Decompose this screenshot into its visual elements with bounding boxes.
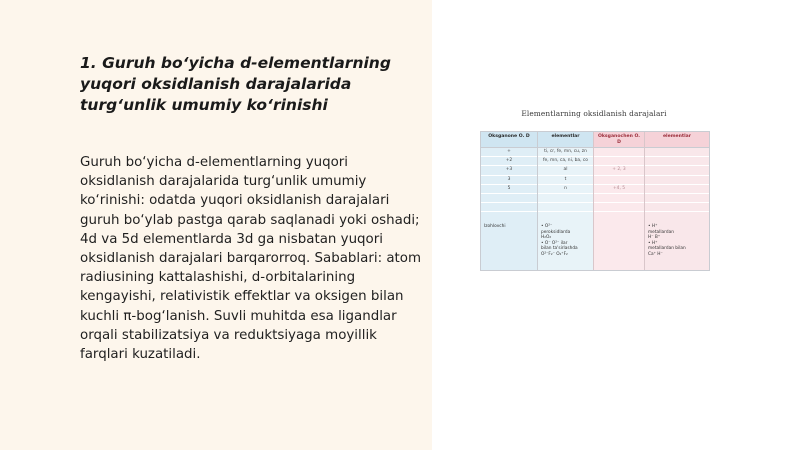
table-cell bbox=[594, 148, 644, 157]
table-cell: + 2, 3 bbox=[594, 166, 644, 175]
table-cell bbox=[594, 176, 644, 185]
table-column-1 bbox=[481, 132, 537, 270]
table-note: Izohlovchi bbox=[484, 224, 506, 229]
table-cell bbox=[645, 194, 709, 203]
note-line: H⁻ B⁺ bbox=[648, 235, 661, 241]
table-cell bbox=[481, 203, 537, 212]
table-column-4 bbox=[644, 132, 709, 270]
note-line: • O⁻ O²⁻ ilar bbox=[541, 240, 568, 246]
table-header: elementlar bbox=[538, 132, 593, 148]
note-line: metallardan bbox=[648, 229, 674, 235]
note-line: bilan ta'sirlashda bbox=[541, 246, 578, 252]
table-column-2 bbox=[537, 132, 593, 270]
table-header: elementlar bbox=[645, 132, 709, 148]
table-cell: n bbox=[538, 185, 593, 194]
table-header: Oksganochen O. D bbox=[594, 132, 644, 148]
figure-title: Elementlarning oksidlanish darajalari bbox=[521, 109, 667, 118]
note-line: O²⁻F₂⁻ O₂⁺F₂ bbox=[541, 251, 568, 257]
table-cell bbox=[481, 194, 537, 203]
note-line: • O²⁻ bbox=[541, 224, 553, 229]
table-cell: t bbox=[538, 176, 593, 185]
table-cell bbox=[645, 157, 709, 166]
note-line: • H⁺ bbox=[648, 224, 658, 229]
table-header: Oksganone O. D bbox=[481, 132, 537, 148]
table-cell bbox=[594, 203, 644, 212]
table-cell: al bbox=[538, 166, 593, 175]
slide-heading: 1. Guruh bo‘yicha d-elementlarning yuqori oksidlanish darajalarida turg‘unlik umumiy ko‘rinishi bbox=[80, 54, 391, 114]
table-cell bbox=[645, 166, 709, 175]
note-line: H₂O₂ bbox=[541, 235, 552, 241]
note-line: peroksidlarda bbox=[541, 229, 571, 235]
note-line: metallardan bilan bbox=[648, 246, 686, 252]
oxidation-table bbox=[480, 131, 710, 271]
table-cell bbox=[645, 148, 709, 157]
table-cell bbox=[538, 194, 593, 203]
table-note bbox=[648, 224, 707, 258]
table-cell bbox=[594, 157, 644, 166]
table-cell: +2 bbox=[481, 157, 537, 166]
slide-body-text: Guruh bo‘yicha d-elementlarning yuqori oksidlanish darajalarida turg‘unlik umumiy ko‘rinishi: odatda yuqori oksidlanish darajalari guruh bo‘ylab pastga qarab saqlanadi yoki oshadi; 4d va 5d elementlarda 3d ga nisbatan yuqori oksidlanish darajalari barqarorroq. Sabablari: atom radiusining kattalashishi, d-orbitalarining kengayishi, relativistik effektlar va oksigen bilan kuchli π-bog‘lanish. Suvli muhitda esa ligandlar orqali stabilizatsiya va reduktsiyaga moyillik farqlari kuzatiladi. bbox=[80, 155, 422, 363]
table-cell: 3 bbox=[481, 176, 537, 185]
table-cell bbox=[645, 203, 709, 212]
note-line: Ca⁺ H⁻ bbox=[648, 251, 663, 257]
table-cell: +3 bbox=[481, 166, 537, 175]
note-line: • H⁺ bbox=[648, 240, 658, 246]
table-cell: 5 bbox=[481, 185, 537, 194]
table-cell: ti, cr, fe, mn, cu, zn bbox=[538, 148, 593, 157]
table-cell bbox=[645, 176, 709, 185]
table-note bbox=[541, 224, 591, 258]
table-cell bbox=[538, 203, 593, 212]
table-column-3 bbox=[593, 132, 644, 270]
table-cell: + bbox=[481, 148, 537, 157]
table-cell bbox=[594, 194, 644, 203]
table-cell bbox=[645, 185, 709, 194]
table-cell: +4, 5 bbox=[594, 185, 644, 194]
table-cell: fe, mn, ca, ni, ba, co bbox=[538, 157, 593, 166]
